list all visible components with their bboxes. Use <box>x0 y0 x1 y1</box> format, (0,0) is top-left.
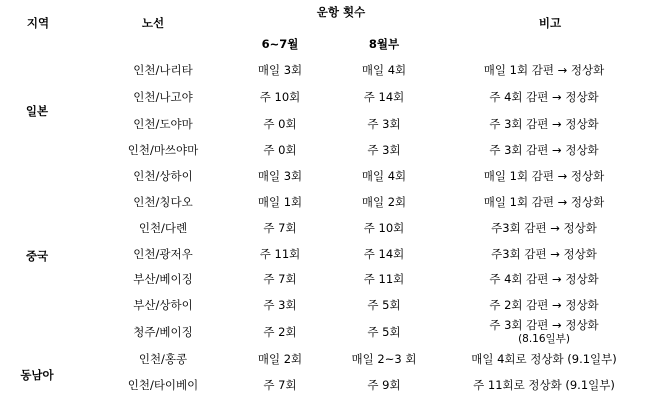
region-japan: 일본 <box>25 104 49 118</box>
note-cell: 주 4회 감편 → 정상화 <box>489 272 599 286</box>
header-jun-jul: 6~7월 <box>261 37 299 51</box>
jun-jul-cell: 주 7회 <box>263 378 297 392</box>
route-cell: 인천/광저우 <box>133 247 193 261</box>
route-cell: 청주/베이징 <box>133 325 193 339</box>
aug-cell: 주 14회 <box>363 90 405 104</box>
route-cell: 인천/나리타 <box>133 63 193 77</box>
route-cell: 인천/나고야 <box>133 90 193 104</box>
jun-jul-cell: 주 2회 <box>263 325 297 339</box>
jun-jul-cell: 매일 3회 <box>257 63 303 77</box>
header-remarks: 비고 <box>538 16 562 30</box>
jun-jul-cell: 주 10회 <box>259 90 301 104</box>
note-cell: 주 3회 감편 → 정상화 <box>489 143 599 157</box>
aug-cell: 주 9회 <box>367 378 401 392</box>
note-cell: 매일 1회 감편 → 정상화 <box>483 63 605 77</box>
note-date-cell: (8.16일부) <box>518 333 570 345</box>
header-region: 지역 <box>26 16 50 30</box>
jun-jul-cell: 주 7회 <box>263 221 297 235</box>
note-cell: 매일 4회로 정상화 (9.1일부) <box>471 352 617 366</box>
jun-jul-cell: 주 11회 <box>259 247 301 261</box>
aug-cell: 주 3회 <box>367 143 401 157</box>
jun-jul-cell: 주 3회 <box>263 298 297 312</box>
aug-cell: 주 11회 <box>363 272 405 286</box>
note-cell: 매일 1회 감편 → 정상화 <box>483 169 605 183</box>
route-cell: 인천/상하이 <box>133 169 193 183</box>
aug-cell: 매일 4회 <box>361 169 407 183</box>
route-cell: 부산/베이징 <box>133 272 193 286</box>
jun-jul-cell: 주 7회 <box>263 272 297 286</box>
note-cell: 주3회 감편 → 정상화 <box>491 221 597 235</box>
header-from-aug: 8월부 <box>368 37 400 51</box>
jun-jul-cell: 매일 3회 <box>257 169 303 183</box>
region-china: 중국 <box>25 249 49 263</box>
header-frequency: 운항 횟수 <box>316 5 366 19</box>
aug-cell: 주 3회 <box>367 117 401 131</box>
aug-cell: 주 5회 <box>367 325 401 339</box>
note-cell: 주 3회 감편 → 정상화 <box>489 318 599 332</box>
note-cell: 주 4회 감편 → 정상화 <box>489 90 599 104</box>
note-cell: 매일 1회 감편 → 정상화 <box>483 195 605 209</box>
route-cell: 부산/상하이 <box>133 298 193 312</box>
jun-jul-cell: 매일 1회 <box>257 195 303 209</box>
note-cell: 주 3회 감편 → 정상화 <box>489 117 599 131</box>
jun-jul-cell: 매일 2회 <box>257 352 303 366</box>
route-cell: 인천/칭다오 <box>133 195 193 209</box>
route-cell: 인천/타이베이 <box>127 378 199 392</box>
aug-cell: 매일 2~3 회 <box>351 352 417 366</box>
note-cell: 주3회 감편 → 정상화 <box>491 247 597 261</box>
jun-jul-cell: 주 0회 <box>263 143 297 157</box>
note-cell: 주 11회로 정상화 (9.1일부) <box>473 378 615 392</box>
jun-jul-cell: 주 0회 <box>263 117 297 131</box>
aug-cell: 주 10회 <box>363 221 405 235</box>
aug-cell: 매일 4회 <box>361 63 407 77</box>
header-route: 노선 <box>141 16 165 30</box>
aug-cell: 주 5회 <box>367 298 401 312</box>
route-cell: 인천/도야마 <box>133 117 193 131</box>
aug-cell: 주 14회 <box>363 247 405 261</box>
region-sea: 동남아 <box>20 368 54 382</box>
note-cell: 주 2회 감편 → 정상화 <box>489 298 599 312</box>
aug-cell: 매일 2회 <box>361 195 407 209</box>
route-cell: 인천/다롄 <box>138 221 188 235</box>
route-cell: 인천/홍콩 <box>138 352 188 366</box>
route-cell: 인천/마쓰야마 <box>127 143 199 157</box>
